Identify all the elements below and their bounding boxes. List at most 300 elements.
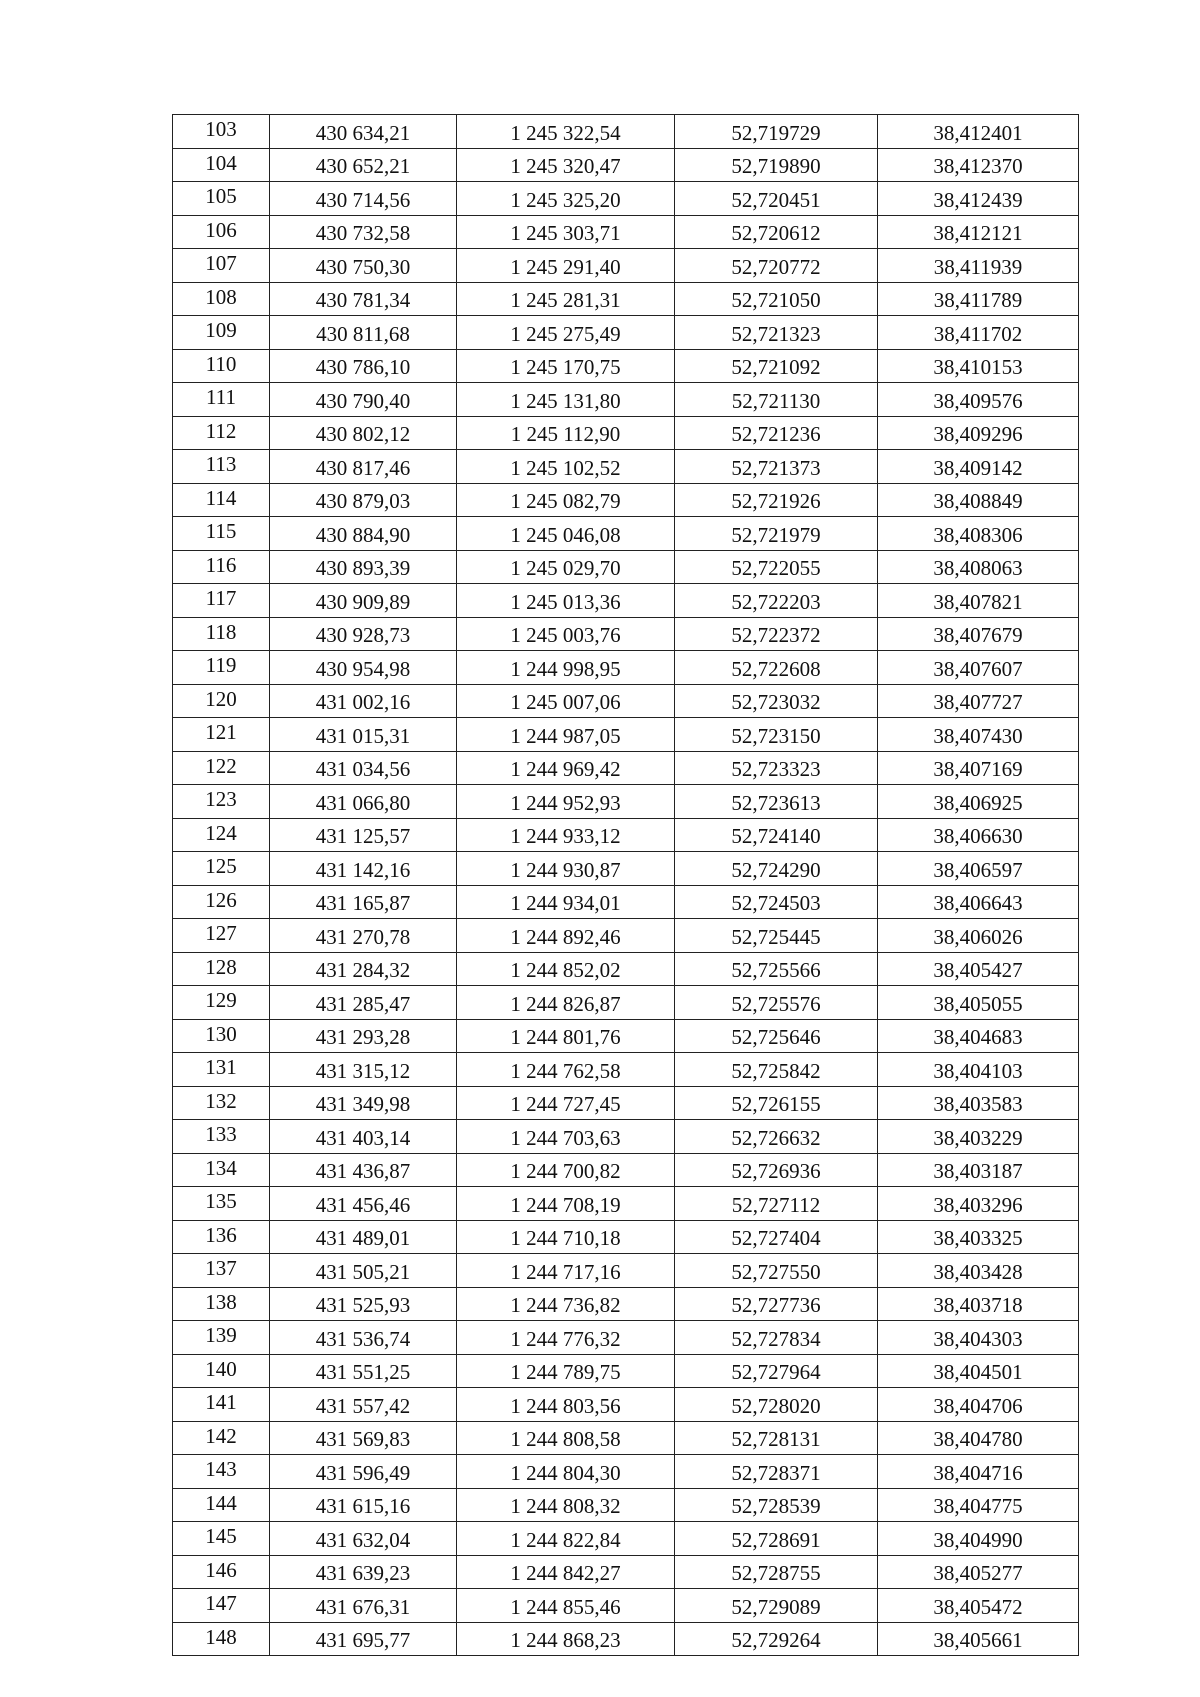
cell-text: 52,724290 [731,857,821,882]
x-coordinate-cell [270,383,457,417]
cell-text: 1 245 325,20 [510,187,621,212]
point-number-cell [173,1522,270,1556]
y-coordinate-cell [457,1354,675,1388]
cell-text: 148 [205,1624,237,1649]
latitude-cell [675,282,878,316]
table-row [173,1421,1079,1455]
cell-text: 38,412439 [933,187,1023,212]
cell-text: 38,406643 [933,891,1023,916]
table-row [173,952,1079,986]
cell-text: 430 732,58 [315,221,411,246]
cell-text: 121 [205,720,237,744]
cell-text: 430 928,73 [315,623,411,648]
point-number-cell [173,1153,270,1187]
x-coordinate-cell [270,1120,457,1154]
cell-text: 110 [205,351,237,376]
cell-text: 38,405661 [933,1628,1023,1653]
longitude-cell [878,1488,1079,1522]
latitude-cell [675,1019,878,1053]
longitude-cell [878,215,1079,249]
cell-text: 112 [205,418,237,443]
y-coordinate-cell [457,1589,675,1623]
cell-text: 38,412370 [933,154,1023,179]
cell-text: 38,403583 [933,1092,1023,1117]
cell-text: 1 245 029,70 [510,556,621,581]
y-coordinate-cell [457,1220,675,1254]
cell-text: 52,727550 [731,1259,821,1284]
longitude-cell [878,1321,1079,1355]
cell-text: 38,403428 [933,1259,1023,1284]
latitude-cell [675,1622,878,1656]
cell-text: 140 [205,1356,237,1381]
longitude-cell [878,316,1079,350]
point-number-cell [173,919,270,953]
cell-text: 128 [205,954,237,979]
cell-text: 1 244 803,56 [510,1393,621,1418]
x-coordinate-cell [270,952,457,986]
cell-text: 52,728755 [731,1561,821,1586]
table-row [173,450,1079,484]
x-coordinate-cell [270,416,457,450]
table-row [173,684,1079,718]
longitude-cell [878,852,1079,886]
cell-text: 1 244 808,58 [510,1427,621,1452]
point-number-cell [173,818,270,852]
latitude-cell [675,1287,878,1321]
table-row [173,249,1079,283]
table-row [173,1354,1079,1388]
cell-text: 1 244 703,63 [510,1125,621,1150]
cell-text: 52,722203 [731,589,821,614]
x-coordinate-cell [270,282,457,316]
longitude-cell [878,684,1079,718]
table-row [173,885,1079,919]
table-row [173,651,1079,685]
table-row [173,986,1079,1020]
longitude-cell [878,1354,1079,1388]
y-coordinate-cell [457,483,675,517]
point-number-cell [173,1421,270,1455]
cell-text: 1 245 013,36 [510,589,621,614]
cell-text: 1 244 710,18 [510,1226,621,1251]
point-number-cell [173,852,270,886]
x-coordinate-cell [270,1421,457,1455]
longitude-cell [878,1455,1079,1489]
x-coordinate-cell [270,986,457,1020]
cell-text: 38,404501 [933,1360,1023,1385]
cell-text: 38,409576 [933,388,1023,413]
cell-text: 38,403718 [933,1293,1023,1318]
cell-text: 38,411789 [933,288,1023,313]
point-number-cell [173,282,270,316]
latitude-cell [675,115,878,149]
cell-text: 430 786,10 [315,355,411,380]
latitude-cell [675,550,878,584]
latitude-cell [675,182,878,216]
y-coordinate-cell [457,1522,675,1556]
cell-text: 431 066,80 [315,790,411,815]
y-coordinate-cell [457,1287,675,1321]
cell-text: 52,722372 [731,623,821,648]
table-row [173,718,1079,752]
longitude-cell [878,1287,1079,1321]
cell-text: 1 245 082,79 [510,489,621,514]
cell-text: 52,729264 [731,1628,821,1653]
x-coordinate-cell [270,1522,457,1556]
point-number-cell [173,349,270,383]
cell-text: 430 802,12 [315,422,411,447]
x-coordinate-cell [270,1220,457,1254]
cell-text: 431 403,14 [315,1125,411,1150]
longitude-cell [878,1053,1079,1087]
point-number-cell [173,1589,270,1623]
table-row [173,115,1079,149]
latitude-cell [675,1455,878,1489]
latitude-cell [675,1522,878,1556]
cell-text: 1 244 930,87 [510,857,621,882]
table-row [173,1120,1079,1154]
cell-text: 126 [205,887,237,912]
x-coordinate-cell [270,115,457,149]
cell-text: 120 [205,686,237,711]
latitude-cell [675,416,878,450]
table-row [173,1622,1079,1656]
cell-text: 431 551,25 [315,1360,411,1385]
x-coordinate-cell [270,1187,457,1221]
cell-text: 38,403229 [933,1125,1023,1150]
cell-text: 38,405472 [933,1594,1023,1619]
cell-text: 431 632,04 [315,1527,411,1552]
cell-text: 38,408063 [933,556,1023,581]
latitude-cell [675,1388,878,1422]
table-row [173,1321,1079,1355]
cell-text: 109 [205,318,237,342]
y-coordinate-cell [457,1019,675,1053]
cell-text: 1 244 736,82 [510,1293,621,1318]
latitude-cell [675,1053,878,1087]
latitude-cell [675,1153,878,1187]
cell-text: 38,412121 [933,221,1023,246]
longitude-cell [878,1388,1079,1422]
longitude-cell [878,483,1079,517]
point-number-cell [173,550,270,584]
x-coordinate-cell [270,1488,457,1522]
cell-text: 52,725576 [731,991,821,1016]
cell-text: 52,723323 [731,757,821,782]
y-coordinate-cell [457,550,675,584]
latitude-cell [675,349,878,383]
cell-text: 52,726632 [731,1125,821,1150]
cell-text: 114 [205,485,237,510]
point-number-cell [173,383,270,417]
table-row [173,182,1079,216]
cell-text: 103 [205,117,237,141]
cell-text: 124 [205,820,237,845]
cell-text: 144 [205,1490,237,1515]
cell-text: 107 [205,251,237,275]
cell-text: 38,407430 [933,723,1023,748]
latitude-cell [675,1488,878,1522]
longitude-cell [878,617,1079,651]
y-coordinate-cell [457,952,675,986]
cell-text: 130 [205,1021,237,1046]
table-row [173,483,1079,517]
x-coordinate-cell [270,1622,457,1656]
cell-text: 38,405055 [933,991,1023,1016]
longitude-cell [878,349,1079,383]
x-coordinate-cell [270,919,457,953]
cell-text: 430 790,40 [315,388,411,413]
x-coordinate-cell [270,751,457,785]
cell-text: 38,406925 [933,790,1023,815]
table-row [173,617,1079,651]
y-coordinate-cell [457,684,675,718]
latitude-cell [675,1354,878,1388]
cell-text: 431 125,57 [315,824,411,849]
cell-text: 431 525,93 [315,1293,411,1318]
table-row [173,1488,1079,1522]
y-coordinate-cell [457,651,675,685]
cell-text: 38,405277 [933,1561,1023,1586]
table-row [173,282,1079,316]
longitude-cell [878,1522,1079,1556]
x-coordinate-cell [270,885,457,919]
cell-text: 1 244 801,76 [510,1025,621,1050]
point-number-cell [173,1220,270,1254]
cell-text: 431 142,16 [315,857,411,882]
table-row [173,316,1079,350]
cell-text: 430 879,03 [315,489,411,514]
cell-text: 134 [205,1155,237,1180]
cell-text: 38,406630 [933,824,1023,849]
table-row [173,517,1079,551]
longitude-cell [878,1153,1079,1187]
point-number-cell [173,115,270,149]
point-number-cell [173,684,270,718]
latitude-cell [675,1421,878,1455]
cell-text: 1 244 826,87 [510,991,621,1016]
cell-text: 1 244 892,46 [510,924,621,949]
cell-text: 52,728371 [731,1460,821,1485]
cell-text: 38,403187 [933,1159,1023,1184]
latitude-cell [675,852,878,886]
cell-text: 430 954,98 [315,656,411,681]
table-row [173,383,1079,417]
table-row [173,550,1079,584]
y-coordinate-cell [457,1555,675,1589]
cell-text: 1 244 952,93 [510,790,621,815]
x-coordinate-cell [270,1354,457,1388]
table-row [173,584,1079,618]
longitude-cell [878,550,1079,584]
point-number-cell [173,1086,270,1120]
cell-text: 142 [205,1423,237,1448]
longitude-cell [878,1019,1079,1053]
latitude-cell [675,1187,878,1221]
cell-text: 38,408849 [933,489,1023,514]
longitude-cell [878,450,1079,484]
cell-text: 38,411939 [933,254,1023,279]
y-coordinate-cell [457,986,675,1020]
cell-text: 1 245 281,31 [510,288,621,313]
cell-text: 145 [205,1524,237,1548]
cell-text: 1 245 046,08 [510,522,621,547]
table-row [173,1220,1079,1254]
cell-text: 430 750,30 [315,254,411,279]
cell-text: 104 [205,150,237,175]
cell-text: 1 244 933,12 [510,824,621,849]
latitude-cell [675,1086,878,1120]
point-number-cell [173,584,270,618]
x-coordinate-cell [270,584,457,618]
cell-text: 431 285,47 [315,991,411,1016]
y-coordinate-cell [457,1153,675,1187]
x-coordinate-cell [270,1086,457,1120]
cell-text: 52,721130 [731,388,821,413]
cell-text: 1 244 842,27 [510,1561,621,1586]
cell-text: 38,411702 [933,321,1023,346]
table-row [173,1153,1079,1187]
longitude-cell [878,751,1079,785]
x-coordinate-cell [270,249,457,283]
cell-text: 38,407169 [933,757,1023,782]
cell-text: 131 [205,1055,237,1079]
y-coordinate-cell [457,584,675,618]
table-row [173,1388,1079,1422]
table-row [173,1455,1079,1489]
y-coordinate-cell [457,282,675,316]
table-row [173,1053,1079,1087]
y-coordinate-cell [457,1254,675,1288]
longitude-cell [878,818,1079,852]
point-number-cell [173,651,270,685]
cell-text: 38,410153 [933,355,1023,380]
cell-text: 1 244 727,45 [510,1092,621,1117]
cell-text: 38,403325 [933,1226,1023,1251]
x-coordinate-cell [270,718,457,752]
latitude-cell [675,1321,878,1355]
cell-text: 38,404780 [933,1427,1023,1452]
cell-text: 431 536,74 [315,1326,411,1351]
cell-text: 431 489,01 [315,1226,411,1251]
y-coordinate-cell [457,785,675,819]
y-coordinate-cell [457,751,675,785]
point-number-cell [173,1388,270,1422]
cell-text: 1 244 998,95 [510,656,621,681]
cell-text: 38,404683 [933,1025,1023,1050]
x-coordinate-cell [270,316,457,350]
cell-text: 1 244 789,75 [510,1360,621,1385]
cell-text: 38,409296 [933,422,1023,447]
cell-text: 111 [206,385,236,409]
cell-text: 1 244 762,58 [510,1058,621,1083]
table-row [173,1522,1079,1556]
cell-text: 52,721979 [731,522,821,547]
cell-text: 38,408306 [933,522,1023,547]
latitude-cell [675,249,878,283]
cell-text: 1 245 291,40 [510,254,621,279]
cell-text: 430 909,89 [315,589,411,614]
cell-text: 52,727112 [731,1192,821,1217]
cell-text: 1 244 969,42 [510,757,621,782]
x-coordinate-cell [270,1287,457,1321]
table-row [173,215,1079,249]
cell-text: 1 244 776,32 [510,1326,621,1351]
cell-text: 38,407821 [933,589,1023,614]
point-number-cell [173,316,270,350]
cell-text: 106 [205,217,237,242]
cell-text: 430 811,68 [316,321,410,346]
cell-text: 135 [205,1189,237,1213]
point-number-cell [173,1287,270,1321]
cell-text: 52,721373 [731,455,821,480]
cell-text: 133 [205,1122,237,1146]
y-coordinate-cell [457,148,675,182]
x-coordinate-cell [270,1053,457,1087]
y-coordinate-cell [457,1622,675,1656]
y-coordinate-cell [457,249,675,283]
table-row [173,349,1079,383]
latitude-cell [675,919,878,953]
y-coordinate-cell [457,115,675,149]
latitude-cell [675,751,878,785]
x-coordinate-cell [270,550,457,584]
point-number-cell [173,751,270,785]
cell-text: 129 [205,988,237,1012]
cell-text: 430 781,34 [315,288,411,313]
longitude-cell [878,718,1079,752]
cell-text: 105 [205,184,237,208]
table-row [173,1019,1079,1053]
point-number-cell [173,885,270,919]
cell-text: 431 293,28 [315,1025,411,1050]
point-number-cell [173,1053,270,1087]
cell-text: 1 245 275,49 [510,321,621,346]
longitude-cell [878,919,1079,953]
point-number-cell [173,182,270,216]
x-coordinate-cell [270,450,457,484]
cell-text: 52,724140 [731,824,821,849]
point-number-cell [173,517,270,551]
longitude-cell [878,1187,1079,1221]
point-number-cell [173,1254,270,1288]
cell-text: 431 034,56 [315,757,411,782]
cell-text: 430 714,56 [315,187,411,212]
cell-text: 1 245 007,06 [510,690,621,715]
cell-text: 136 [205,1222,237,1247]
cell-text: 430 817,46 [315,455,411,480]
table-row [173,1589,1079,1623]
point-number-cell [173,483,270,517]
x-coordinate-cell [270,684,457,718]
cell-text: 147 [205,1591,237,1615]
cell-text: 122 [205,753,237,778]
longitude-cell [878,182,1079,216]
table-row [173,1187,1079,1221]
latitude-cell [675,684,878,718]
cell-text: 116 [205,552,237,577]
y-coordinate-cell [457,718,675,752]
point-number-cell [173,952,270,986]
y-coordinate-cell [457,1388,675,1422]
table-row [173,1086,1079,1120]
y-coordinate-cell [457,349,675,383]
cell-text: 431 596,49 [315,1460,411,1485]
cell-text: 38,407727 [933,690,1023,715]
cell-text: 52,725646 [731,1025,821,1050]
cell-text: 1 245 320,47 [510,154,621,179]
cell-text: 143 [205,1457,237,1481]
